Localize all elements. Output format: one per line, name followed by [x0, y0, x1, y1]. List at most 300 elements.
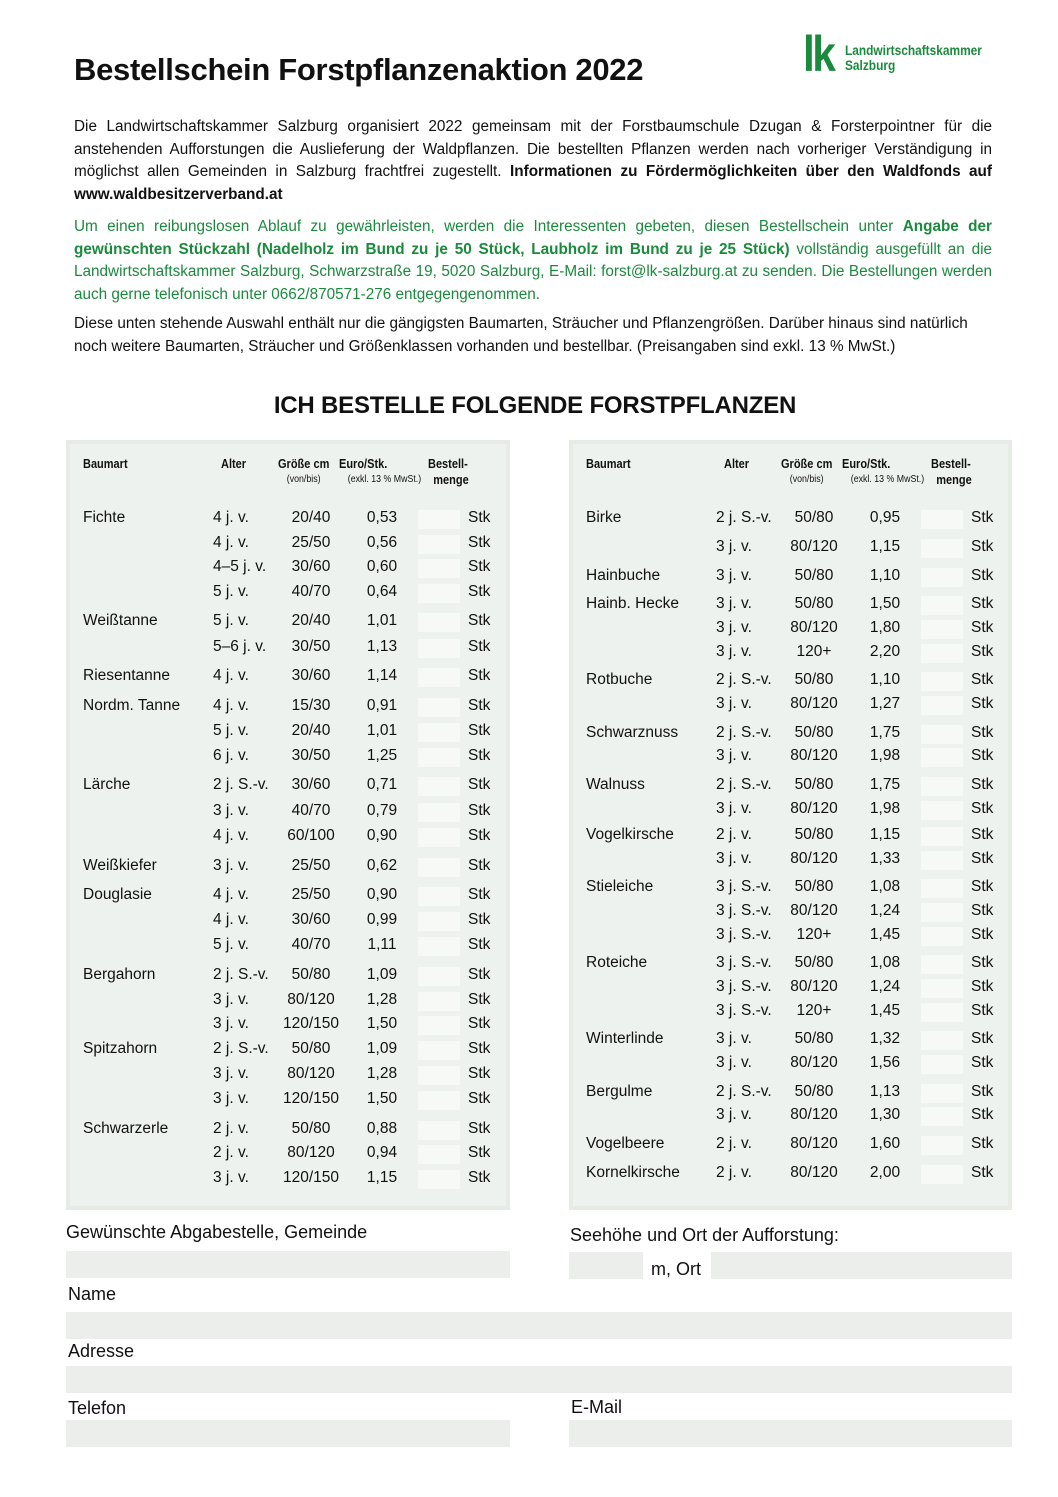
size-cm: 120+: [796, 643, 832, 660]
size-cm: 30/60: [291, 911, 331, 928]
tree-species: Lärche: [83, 776, 131, 793]
logo-line2: Salzburg: [844, 57, 895, 73]
size-cm: 80/120: [790, 538, 838, 555]
size-cm: 120/150: [282, 1090, 340, 1107]
size-cm: 80/120: [790, 800, 838, 817]
quantity-input[interactable]: [418, 723, 460, 742]
age: 3 j. v.: [716, 643, 752, 660]
unit-label: Stk: [971, 1030, 994, 1047]
tree-species: Bergulme: [586, 1083, 653, 1100]
unit-label: Stk: [468, 558, 491, 575]
tree-species: Roteiche: [586, 954, 648, 971]
telefon-label: Telefon: [68, 1398, 127, 1418]
tree-species: Nordm. Tanne: [83, 697, 181, 714]
age: 5 j. v.: [213, 936, 249, 953]
age: 3 j. v.: [716, 695, 752, 712]
price: 1,08: [869, 954, 901, 971]
size-cm: 80/120: [790, 619, 838, 636]
price: 1,98: [869, 747, 901, 764]
intro-paragraph: [74, 116, 992, 206]
size-cm: 120+: [796, 1002, 832, 1019]
unit-label: Stk: [971, 567, 994, 584]
size-cm: 50/80: [794, 776, 834, 793]
price: 1,50: [869, 595, 901, 612]
logo: [803, 26, 1006, 82]
age: 2 j. S.-v.: [716, 671, 772, 688]
instructions-pre: Um einen reibungslosen Ablauf zu gewährleisten, werden die Interessenten gebeten, diesen Bestellschein unter: [74, 218, 903, 235]
age: 5–6 j. v.: [213, 638, 267, 655]
column-header-text: Alter: [221, 457, 247, 471]
size-cm: 50/80: [794, 595, 834, 612]
column-header-text: Bestell-: [428, 457, 468, 471]
column-header-text: Größe cm: [781, 457, 833, 471]
size-cm: 80/120: [790, 1106, 838, 1123]
age: 3 j. v.: [213, 1065, 249, 1082]
size-cm: 20/40: [291, 722, 331, 739]
age: 5 j. v.: [213, 722, 249, 739]
age: 2 j. S.-v.: [716, 1083, 772, 1100]
price: 1,01: [366, 612, 398, 629]
adresse-label: Adresse: [68, 1341, 135, 1361]
quantity-input[interactable]: [418, 912, 460, 931]
size-cm: 50/80: [794, 671, 834, 688]
name-input[interactable]: [66, 1312, 1012, 1339]
price: 1,75: [869, 724, 901, 741]
quantity-input[interactable]: [418, 777, 460, 796]
logo-line1: Landwirtschaftskammer: [844, 42, 982, 58]
age: 3 j. S.-v.: [716, 878, 772, 895]
size-cm: 80/120: [790, 1164, 838, 1181]
quantity-input[interactable]: [921, 955, 963, 974]
quantity-input[interactable]: [418, 639, 460, 658]
telefon-input[interactable]: [66, 1420, 510, 1447]
unit-label: Stk: [468, 1120, 491, 1137]
instructions-post: vollständig ausgefüllt an die Landwirtschaftskammer Salzburg, Schwarzstraße 19, 5020 Salzburg, E-Mail: forst@lk-salzburg.at zu senden. Die Bestellungen werden auch gerne telefonisch unter 0662/870571-276 entgegengenommen.: [74, 240, 992, 303]
quantity-input[interactable]: [921, 1055, 963, 1074]
unit-label: Stk: [468, 612, 491, 629]
tree-species: Douglasie: [83, 886, 152, 903]
age: 4 j. v.: [213, 667, 249, 684]
unit-label: Stk: [971, 878, 994, 895]
name-label: Name: [68, 1284, 117, 1304]
price: 1,45: [869, 1002, 901, 1019]
column-header-text: Euro/Stk.: [842, 457, 891, 471]
quantity-input[interactable]: [418, 698, 460, 717]
unit-label: Stk: [468, 638, 491, 655]
size-cm: 50/80: [794, 724, 834, 741]
size-cm: 15/30: [291, 697, 331, 714]
intro-bold: Informationen zu Fördermöglichkeiten über den Waldfonds auf www.waldbesitzerverband.at: [74, 163, 992, 203]
price: 1,28: [366, 991, 398, 1008]
unit-label: Stk: [971, 1135, 994, 1152]
price: 1,30: [869, 1106, 901, 1123]
size-cm: 120/150: [282, 1015, 340, 1032]
column-header-text: Baumart: [83, 457, 128, 471]
quantity-input[interactable]: [921, 510, 963, 529]
age: 2 j. v.: [716, 1164, 752, 1181]
price: 0,99: [366, 911, 398, 928]
tree-species: Schwarznuss: [586, 724, 679, 741]
age: 3 j. S.-v.: [716, 978, 772, 995]
age: 2 j. S.-v.: [716, 509, 772, 526]
price: 0,91: [366, 697, 398, 714]
column-header-groesse: [278, 456, 329, 488]
age: 4 j. v.: [213, 827, 249, 844]
quantity-input[interactable]: [921, 1003, 963, 1022]
size-cm: 80/120: [790, 747, 838, 764]
unit-label: Stk: [468, 747, 491, 764]
quantity-input[interactable]: [921, 979, 963, 998]
price: 0,53: [366, 509, 398, 526]
age: 3 j. S.-v.: [716, 902, 772, 919]
unit-label: Stk: [971, 538, 994, 555]
size-cm: 20/40: [291, 612, 331, 629]
unit-label: Stk: [468, 886, 491, 903]
age: 2 j. v.: [213, 1120, 249, 1137]
price: 0,94: [366, 1144, 398, 1161]
price: 1,50: [366, 1090, 398, 1107]
section-heading: ICH BESTELLE FOLGENDE FORSTPFLANZEN: [273, 392, 797, 419]
quantity-input[interactable]: [921, 620, 963, 639]
email-label: E-Mail: [571, 1397, 623, 1417]
quantity-input[interactable]: [921, 801, 963, 820]
quantity-input[interactable]: [418, 584, 460, 603]
unit-label: Stk: [468, 583, 491, 600]
age: 2 j. S.-v.: [213, 776, 269, 793]
age: 3 j. v.: [716, 595, 752, 612]
unit-label: Stk: [468, 802, 491, 819]
column-header-bestell: [428, 456, 469, 488]
age: 3 j. v.: [716, 619, 752, 636]
size-cm: 30/60: [291, 776, 331, 793]
column-header-baumart: [83, 456, 128, 472]
unit-label: Stk: [468, 1065, 491, 1082]
size-cm: 80/120: [790, 695, 838, 712]
age: 3 j. v.: [213, 1090, 249, 1107]
quantity-input[interactable]: [921, 903, 963, 922]
unit-label: Stk: [468, 1015, 491, 1032]
price: 0,90: [366, 886, 398, 903]
unit-label: Stk: [971, 978, 994, 995]
price: 1,24: [869, 902, 901, 919]
size-cm: 80/120: [790, 850, 838, 867]
unit-label: Stk: [971, 902, 994, 919]
unit-label: Stk: [971, 776, 994, 793]
quantity-input[interactable]: [921, 696, 963, 715]
column-header-sub: (exkl. 13 % MwSt.): [347, 474, 422, 485]
quantity-input[interactable]: [921, 1107, 963, 1126]
price: 0,62: [366, 857, 398, 874]
unit-label: Stk: [468, 1090, 491, 1107]
unit-label: Stk: [971, 926, 994, 943]
quantity-input[interactable]: [921, 1084, 963, 1103]
unit-label: Stk: [468, 722, 491, 739]
age: 3 j. v.: [213, 991, 249, 1008]
quantity-input[interactable]: [921, 644, 963, 663]
tree-species: Stieleiche: [586, 878, 654, 895]
ort-input[interactable]: [711, 1252, 1012, 1279]
quantity-input[interactable]: [418, 510, 460, 529]
unit-label: Stk: [468, 936, 491, 953]
quantity-input[interactable]: [418, 1091, 460, 1110]
price: 0,71: [366, 776, 398, 793]
quantity-input[interactable]: [921, 568, 963, 587]
age: 4 j. v.: [213, 509, 249, 526]
size-cm: 25/50: [291, 886, 331, 903]
price: 0,60: [366, 558, 398, 575]
age: 2 j. S.-v.: [213, 966, 269, 983]
age: 3 j. v.: [213, 802, 249, 819]
price: 0,90: [366, 827, 398, 844]
unit-label: Stk: [468, 776, 491, 793]
column-header-sub: menge: [936, 473, 972, 487]
price: 0,79: [366, 802, 398, 819]
size-cm: 50/80: [794, 954, 834, 971]
quantity-input[interactable]: [418, 992, 460, 1011]
price: 1,75: [869, 776, 901, 793]
column-header-alter: [221, 456, 246, 472]
price: 1,15: [366, 1169, 398, 1186]
unit-label: Stk: [971, 643, 994, 660]
age: 6 j. v.: [213, 747, 249, 764]
size-cm: 60/100: [287, 827, 335, 844]
tree-species: Bergahorn: [83, 966, 156, 983]
intro-text: Die Landwirtschaftskammer Salzburg organisiert 2022 gemeinsam mit der Forstbaumschule Dzugan & Forsterpointner für die anstehenden Aufforstungen die Auslieferung der Waldpflanzen. Die bestellten Pflanzen werden nach vorheriger Verständigung in möglichst allen Gemeinden in Salzburg frachtfrei zugestellt.: [74, 118, 992, 180]
quantity-input[interactable]: [921, 927, 963, 946]
column-header-euro: [339, 456, 421, 488]
age: 2 j. S.-v.: [716, 724, 772, 741]
column-header-alter: [724, 456, 749, 472]
m-ort-label: m, Ort: [651, 1259, 701, 1279]
quantity-input[interactable]: [921, 1165, 963, 1184]
quantity-input[interactable]: [921, 1031, 963, 1050]
price: 1,33: [869, 850, 901, 867]
quantity-input[interactable]: [921, 777, 963, 796]
unit-label: Stk: [468, 509, 491, 526]
quantity-input[interactable]: [418, 1041, 460, 1060]
quantity-input[interactable]: [418, 613, 460, 632]
quantity-input[interactable]: [921, 539, 963, 558]
price: 1,09: [366, 966, 398, 983]
unit-label: Stk: [971, 826, 994, 843]
price: 0,88: [366, 1120, 398, 1137]
size-cm: 25/50: [291, 857, 331, 874]
size-cm: 80/120: [287, 1065, 335, 1082]
column-header-sub: (von/bis): [286, 474, 321, 485]
price: 0,95: [869, 509, 901, 526]
age: 3 j. S.-v.: [716, 926, 772, 943]
column-header-text: Baumart: [586, 457, 631, 471]
size-cm: 50/80: [794, 1030, 834, 1047]
quantity-input[interactable]: [418, 535, 460, 554]
size-cm: 50/80: [291, 1040, 331, 1057]
size-cm: 30/50: [291, 638, 331, 655]
size-cm: 30/60: [291, 558, 331, 575]
quantity-input[interactable]: [418, 1170, 460, 1189]
price: 1,13: [869, 1083, 901, 1100]
age: 4 j. v.: [213, 534, 249, 551]
size-cm: 40/70: [291, 802, 331, 819]
unit-label: Stk: [468, 911, 491, 928]
quantity-input[interactable]: [921, 1136, 963, 1155]
age: 4 j. v.: [213, 911, 249, 928]
tree-species: Vogelbeere: [586, 1135, 665, 1152]
size-cm: 80/120: [790, 1135, 838, 1152]
quantity-input[interactable]: [921, 879, 963, 898]
size-cm: 40/70: [291, 936, 331, 953]
age: 3 j. v.: [716, 1030, 752, 1047]
quantity-input[interactable]: [921, 827, 963, 846]
size-cm: 80/120: [287, 991, 335, 1008]
age: 3 j. S.-v.: [716, 1002, 772, 1019]
tree-species: Fichte: [83, 509, 126, 526]
quantity-input[interactable]: [418, 858, 460, 877]
age: 3 j. v.: [716, 538, 752, 555]
order-table-right: [569, 440, 1012, 1210]
tree-species: Vogelkirsche: [586, 826, 674, 843]
seehoehe-input[interactable]: [569, 1252, 643, 1279]
age: 3 j. v.: [213, 857, 249, 874]
age: 3 j. v.: [213, 1169, 249, 1186]
tree-species: Birke: [586, 509, 622, 526]
abgabestelle-label: Gewünschte Abgabestelle, Gemeinde: [66, 1222, 368, 1242]
instructions-paragraph: [74, 216, 992, 306]
tree-species: Kornelkirsche: [586, 1164, 680, 1181]
price: 1,11: [367, 936, 397, 953]
page-title: Bestellschein Forstpflanzenaktion 2022: [74, 52, 644, 87]
age: 3 j. v.: [716, 747, 752, 764]
age: 3 j. v.: [716, 567, 752, 584]
price: 1,14: [366, 667, 398, 684]
quantity-input[interactable]: [418, 828, 460, 847]
unit-label: Stk: [971, 695, 994, 712]
quantity-input[interactable]: [418, 887, 460, 906]
age: 3 j. S.-v.: [716, 954, 772, 971]
instructions-bold: Angabe der gewünschten Stückzahl (Nadelholz im Bund zu je 50 Stück, Laubholz im Bund zu je 25 Stück): [74, 218, 992, 258]
column-header-sub: menge: [433, 473, 469, 487]
quantity-input[interactable]: [418, 1145, 460, 1164]
quantity-input[interactable]: [921, 596, 963, 615]
logo-mark: lk: [803, 26, 834, 82]
age: 2 j. v.: [716, 826, 752, 843]
price: 1,15: [869, 826, 901, 843]
tree-species: Walnuss: [586, 776, 645, 793]
column-header-text: Bestell-: [931, 457, 971, 471]
size-cm: 50/80: [794, 826, 834, 843]
age: 3 j. v.: [716, 1054, 752, 1071]
quantity-input[interactable]: [418, 1121, 460, 1140]
price: 1,32: [869, 1030, 901, 1047]
price: 2,20: [869, 643, 901, 660]
unit-label: Stk: [971, 671, 994, 688]
unit-label: Stk: [468, 1040, 491, 1057]
unit-label: Stk: [468, 1169, 491, 1186]
size-cm: 120/150: [282, 1169, 340, 1186]
unit-label: Stk: [971, 1106, 994, 1123]
age: 2 j. v.: [213, 1144, 249, 1161]
price: 1,10: [869, 671, 901, 688]
price: 1,01: [366, 722, 398, 739]
order-table-left: [66, 440, 510, 1210]
quantity-input[interactable]: [418, 1066, 460, 1085]
quantity-input[interactable]: [418, 668, 460, 687]
age: 2 j. S.-v.: [716, 776, 772, 793]
column-header-euro: [842, 456, 924, 488]
quantity-input[interactable]: [418, 937, 460, 956]
column-header-groesse: [781, 456, 832, 488]
quantity-input[interactable]: [921, 672, 963, 691]
column-header-bestell: [931, 456, 972, 488]
tree-species: Weißtanne: [83, 612, 158, 629]
price: 1,13: [366, 638, 398, 655]
size-cm: 25/50: [291, 534, 331, 551]
quantity-input[interactable]: [921, 748, 963, 767]
abgabestelle-input[interactable]: [66, 1251, 510, 1278]
price: 1,24: [869, 978, 901, 995]
age: 4 j. v.: [213, 697, 249, 714]
price: 1,27: [869, 695, 901, 712]
note-paragraph: Diese unten stehende Auswahl enthält nur die gängigsten Baumarten, Sträucher und Pflanzengrößen. Darüber hinaus sind natürlich noch weitere Baumarten, Sträucher und Größenklassen vorhanden und bestellbar. (Preisangaben sind exkl. 13 % MwSt.): [74, 315, 968, 355]
size-cm: 50/80: [794, 878, 834, 895]
size-cm: 50/80: [794, 1083, 834, 1100]
unit-label: Stk: [468, 966, 491, 983]
age: 3 j. v.: [716, 800, 752, 817]
age: 5 j. v.: [213, 583, 249, 600]
size-cm: 40/70: [291, 583, 331, 600]
price: 1,15: [869, 538, 901, 555]
unit-label: Stk: [971, 1083, 994, 1100]
age: 4 j. v.: [213, 886, 249, 903]
adresse-input[interactable]: [66, 1366, 1012, 1393]
size-cm: 80/120: [287, 1144, 335, 1161]
unit-label: Stk: [468, 534, 491, 551]
size-cm: 50/80: [291, 966, 331, 983]
price: 0,64: [366, 583, 398, 600]
unit-label: Stk: [971, 954, 994, 971]
price: 2,00: [869, 1164, 901, 1181]
quantity-input[interactable]: [921, 725, 963, 744]
price: 1,28: [366, 1065, 398, 1082]
unit-label: Stk: [468, 697, 491, 714]
size-cm: 20/40: [291, 509, 331, 526]
price: 0,56: [366, 534, 398, 551]
column-header-sub: (von/bis): [789, 474, 824, 485]
price: 1,50: [366, 1015, 398, 1032]
quantity-input[interactable]: [418, 559, 460, 578]
unit-label: Stk: [971, 747, 994, 764]
quantity-input[interactable]: [418, 748, 460, 767]
age: 2 j. S.-v.: [213, 1040, 269, 1057]
email-input[interactable]: [569, 1420, 1012, 1447]
unit-label: Stk: [468, 857, 491, 874]
quantity-input[interactable]: [418, 1016, 460, 1035]
age: 3 j. v.: [716, 850, 752, 867]
quantity-input[interactable]: [921, 851, 963, 870]
unit-label: Stk: [971, 1054, 994, 1071]
quantity-input[interactable]: [418, 967, 460, 986]
price: 1,60: [869, 1135, 901, 1152]
column-header-text: Alter: [724, 457, 750, 471]
size-cm: 80/120: [790, 1054, 838, 1071]
quantity-input[interactable]: [418, 803, 460, 822]
size-cm: 50/80: [291, 1120, 331, 1137]
price: 1,09: [366, 1040, 398, 1057]
price: 1,98: [869, 800, 901, 817]
unit-label: Stk: [971, 1002, 994, 1019]
price: 1,10: [869, 567, 901, 584]
age: 3 j. v.: [716, 1106, 752, 1123]
size-cm: 120+: [796, 926, 832, 943]
